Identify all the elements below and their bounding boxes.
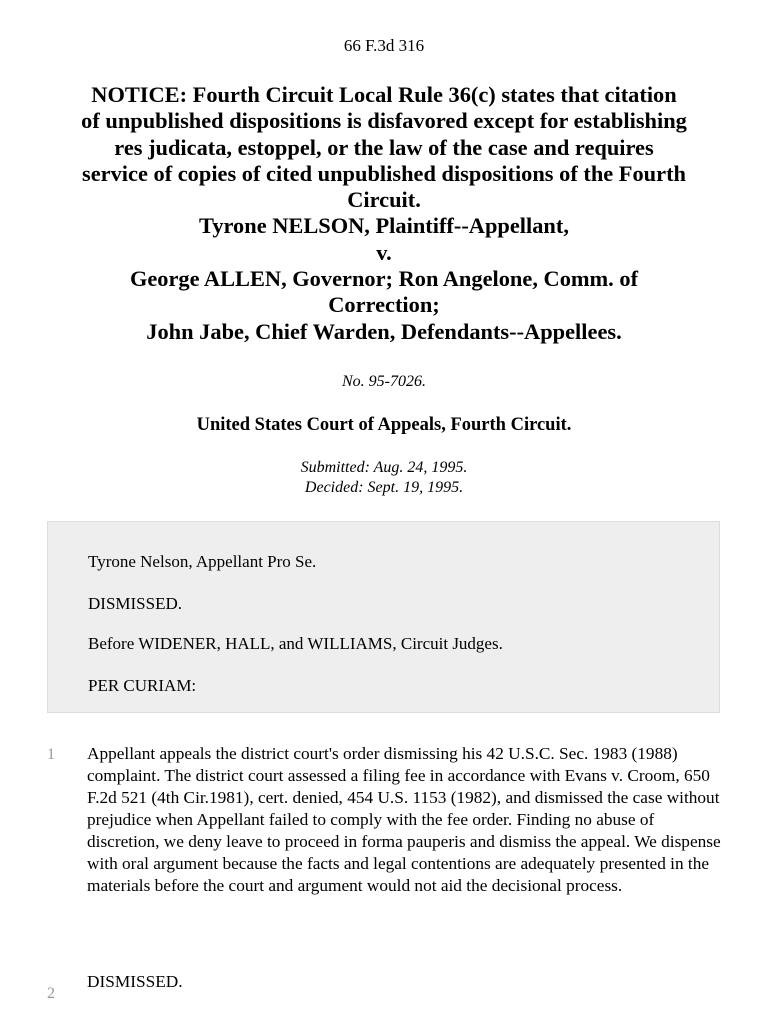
prelims-panel — [47, 521, 720, 713]
paragraph-number: 2 — [47, 985, 55, 1002]
disposition-line: DISMISSED. — [88, 594, 182, 613]
panel-line: Before WIDENER, HALL, and WILLIAMS, Circuit Judges. — [88, 634, 503, 653]
submitted-date: Submitted: Aug. 24, 1995. — [300, 459, 468, 476]
case-header — [40, 82, 728, 345]
author-line: PER CURIAM: — [88, 676, 197, 695]
paragraph-number: 1 — [47, 746, 55, 763]
plaintiff-caption: Tyrone NELSON, Plaintiff--Appellant, — [199, 213, 569, 239]
defendants-caption: George ALLEN, Governor; Ron Angelone, Comm. of — [129, 266, 639, 292]
case-dates — [0, 458, 768, 498]
notice-line: NOTICE: Fourth Circuit Local Rule 36(c) states that citation — [91, 82, 677, 107]
docket-number: No. 95-7026. — [342, 373, 426, 390]
notice-line: res judicata, estoppel, or the law of the case and requires — [114, 134, 654, 160]
decided-date: Decided: Sept. 19, 1995. — [304, 479, 464, 496]
counsel-line: Tyrone Nelson, Appellant Pro Se. — [88, 552, 317, 571]
court-name: United States Court of Appeals, Fourth Circuit. — [196, 415, 572, 435]
notice-line: service of copies of cited unpublished dispositions of the Fourth — [82, 160, 686, 186]
defendants-caption: John Jabe, Chief Warden, Defendants--Appellees. — [146, 318, 622, 344]
opinion-paragraph: Appellant appeals the district court's order dismissing his 42 U.S.C. Sec. 1983 (1988) complaint. The district court assessed a filing fee in accordance with Evans v. Croom, 650 F.2d 521 (4th Cir.1981), cert. denied, 454 U.S. 1153 (1982), and dismissed the case without prejudice when Appellant failed to comply with the fee order. Finding no abuse of discretion, we deny leave to proceed in forma pauperis and dismiss the appeal. We dispense with oral argument because the facts and legal contentions are adequately presented in the materials before the court and argument would not aid the decisional process. — [87, 744, 721, 895]
reporter-citation: 66 F.3d 316 — [343, 36, 425, 55]
notice-line: Circuit. — [347, 187, 421, 213]
versus: v. — [376, 239, 392, 265]
defendants-caption: Correction; — [328, 292, 440, 318]
opinion-paragraph: DISMISSED. — [87, 972, 183, 991]
notice-line: of unpublished dispositions is disfavored except for establishing — [81, 108, 687, 134]
